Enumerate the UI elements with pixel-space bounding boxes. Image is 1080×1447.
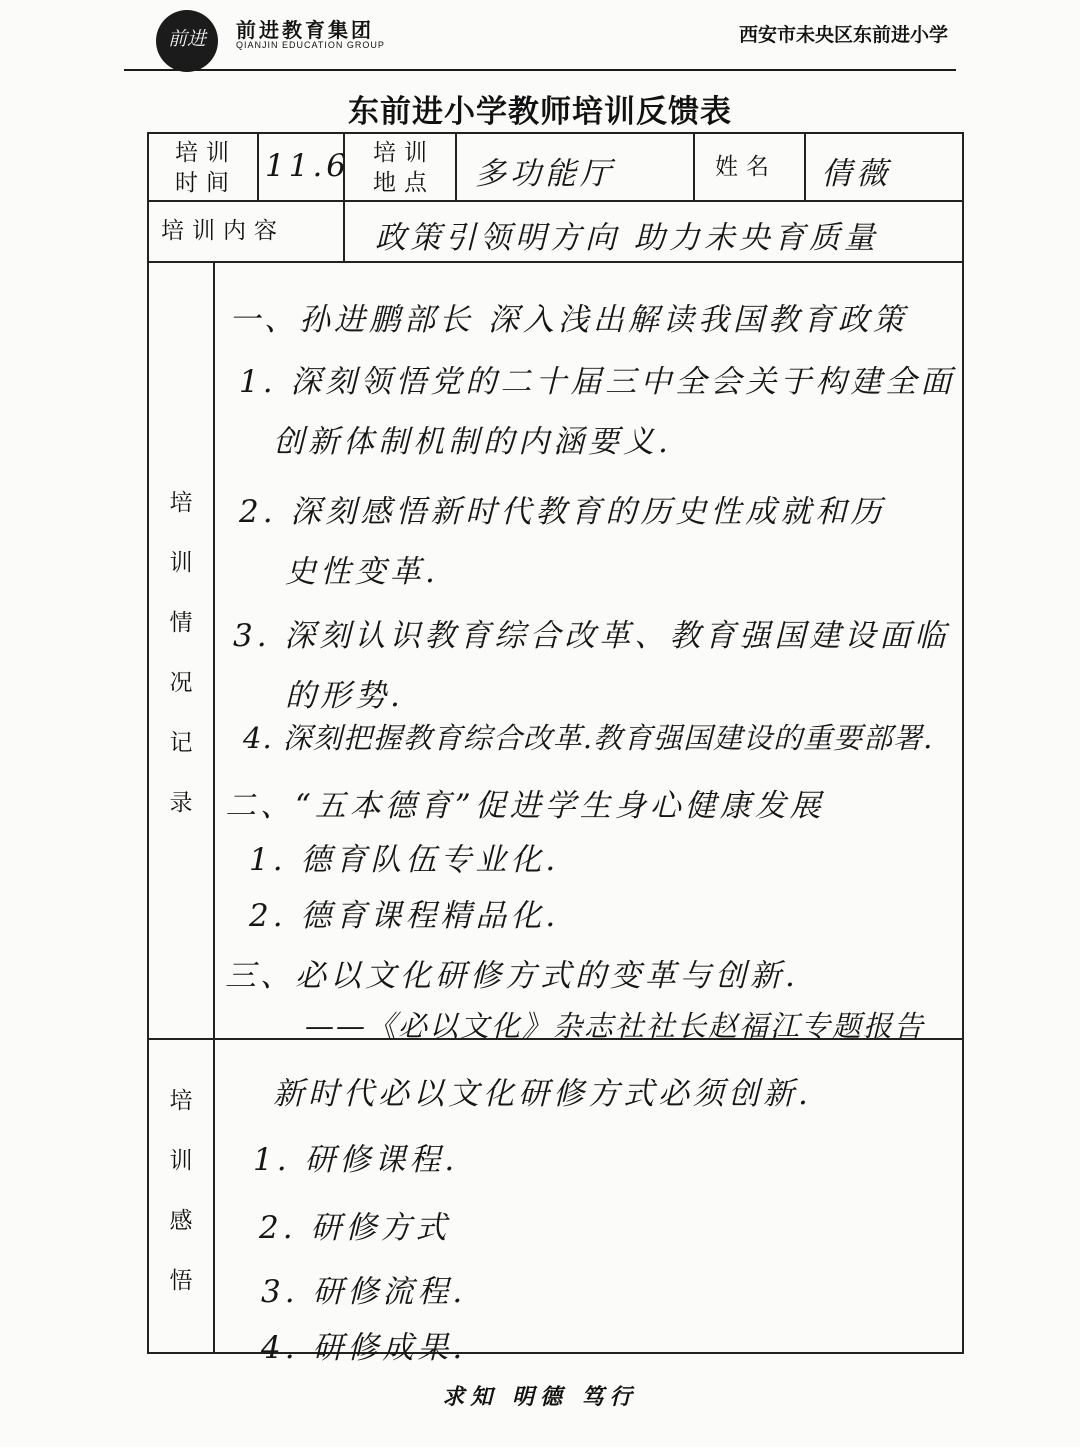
record-line: 的形势.	[285, 678, 404, 714]
content-value: 政策引领明方向 助力未央育质量	[375, 220, 879, 256]
reflection-line: 4. 研修成果.	[261, 1330, 467, 1366]
record-line: 三、必以文化研修方式的变革与创新.	[225, 958, 799, 994]
col-divider	[213, 261, 215, 1352]
record-line: 3. 深刻认识教育综合改革、教育强国建设面临	[233, 618, 950, 654]
record-line: 创新体制机制的内涵要义.	[273, 424, 672, 460]
col-divider	[804, 134, 806, 200]
record-line: 2. 深刻感悟新时代教育的历史性成就和历	[239, 494, 886, 530]
record-line: 1. 深刻领悟党的二十届三中全会关于构建全面	[239, 364, 956, 400]
content-label: 培训内容	[161, 218, 285, 244]
row-divider	[149, 200, 962, 202]
group-name-en: QIANJIN EDUCATION GROUP	[236, 40, 385, 50]
time-label: 培训 时间	[175, 140, 237, 196]
row-divider	[149, 261, 962, 263]
reflection-line: 3. 研修流程.	[261, 1274, 467, 1310]
reflection-label: 培 训 感 悟	[169, 1088, 193, 1294]
record-line: 一、孙进鹏部长 深入浅出解读我国教育政策	[229, 302, 908, 338]
record-line: 史性变革.	[285, 554, 439, 590]
record-line: ——《必以文化》杂志社社长赵福江专题报告	[305, 1009, 926, 1043]
feedback-form	[147, 132, 964, 1366]
header-divider	[124, 69, 956, 71]
group-name: 前进教育集团	[236, 18, 374, 42]
col-divider	[455, 134, 457, 200]
col-divider	[257, 134, 259, 200]
record-line: 4. 深刻把握教育综合改革.教育强国建设的重要部署.	[243, 721, 934, 755]
page-title: 东前进小学教师培训反馈表	[348, 94, 732, 130]
school-motto: 求知 明德 笃行	[442, 1384, 638, 1410]
place-label: 培训 地点	[373, 140, 435, 196]
reflection-line: 新时代必以文化研修方式必须创新.	[273, 1076, 812, 1112]
name-label: 姓名	[715, 154, 777, 180]
logo-calligraphy: 前进	[167, 28, 206, 50]
record-line: 2. 德育课程精品化.	[249, 898, 560, 934]
name-value: 倩薇	[821, 156, 891, 192]
school-logo	[156, 10, 218, 72]
col-divider	[693, 134, 695, 200]
reflection-line: 2. 研修方式	[259, 1210, 451, 1246]
place-value: 多功能厅	[475, 156, 615, 192]
record-line: 1. 德育队伍专业化.	[249, 842, 560, 878]
school-name: 西安市未央区东前进小学	[738, 24, 948, 46]
time-value: 11.6	[265, 148, 351, 184]
reflection-line: 1. 研修课程.	[253, 1142, 459, 1178]
record-line: 二、“五本德育”促进学生身心健康发展	[225, 788, 825, 824]
record-label: 培 训 情 况 记 录	[169, 490, 193, 816]
